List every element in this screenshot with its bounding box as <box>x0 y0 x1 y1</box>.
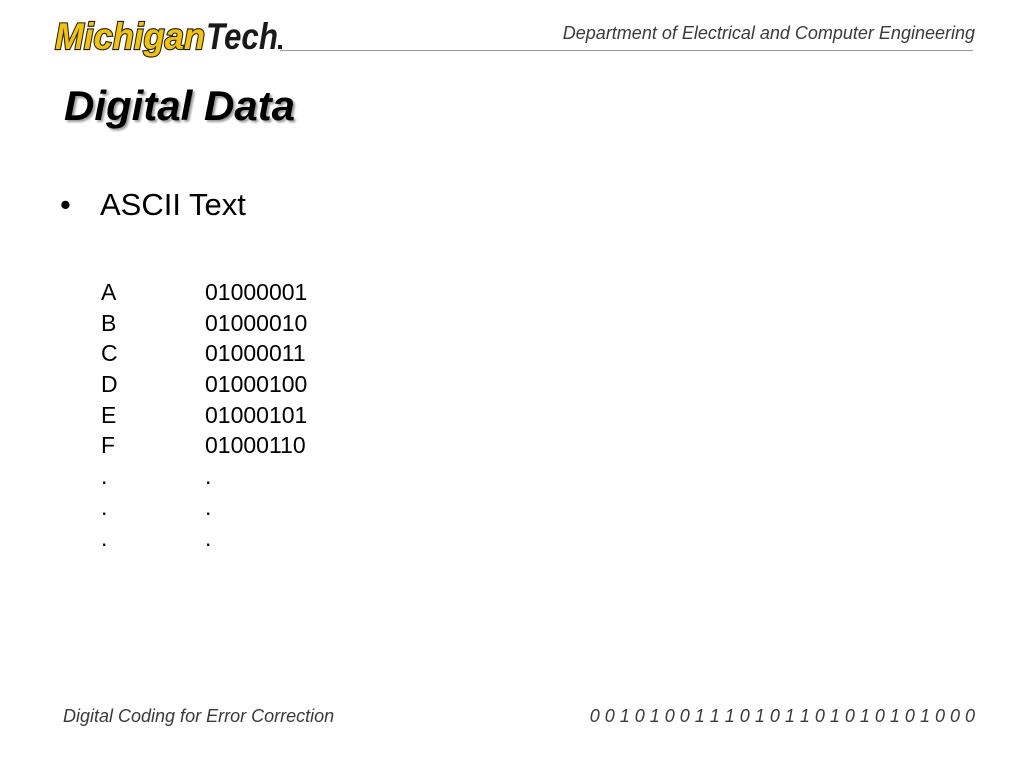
footer-binary-string: 0 0 1 0 1 0 0 1 1 1 0 1 0 1 1 0 1 0 1 0 1 0 1 0 0 0 <box>589 706 975 726</box>
footer-course-title: Digital Coding for Error Correction <box>63 706 335 726</box>
ascii-code: . <box>205 524 212 551</box>
logo-wordmark-icon <box>52 14 284 60</box>
ascii-row <box>101 492 307 523</box>
slide-title: Digital Data <box>64 82 296 129</box>
ascii-char: . <box>101 463 108 490</box>
ascii-row <box>101 308 307 339</box>
ascii-char: D <box>101 371 118 398</box>
ascii-code: 01000010 <box>205 309 308 336</box>
ascii-row <box>101 430 307 461</box>
ascii-code: 01000011 <box>205 340 306 367</box>
svg-text:Michigan: Michigan <box>55 16 205 57</box>
ascii-code: . <box>205 463 212 490</box>
ascii-row <box>101 400 307 431</box>
ascii-code: 01000001 <box>205 279 308 305</box>
ascii-table <box>101 277 307 553</box>
ascii-row <box>101 338 307 369</box>
ascii-char: F <box>101 432 116 459</box>
ascii-row <box>101 523 307 554</box>
bullet-item <box>60 187 246 223</box>
header-divider <box>280 50 973 51</box>
ascii-code: 01000101 <box>205 401 308 428</box>
ascii-code: 01000100 <box>205 371 308 398</box>
ascii-char: A <box>101 279 117 305</box>
bullet-text: ASCII Text <box>100 187 246 222</box>
michigan-tech-logo <box>52 14 284 60</box>
ascii-row <box>101 369 307 400</box>
ascii-row <box>101 277 307 308</box>
ascii-char: . <box>101 524 108 551</box>
ascii-char: . <box>101 493 108 520</box>
ascii-code: . <box>205 493 212 520</box>
department-name: Department of Electrical and Computer Engineering <box>562 23 975 43</box>
ascii-char: B <box>101 309 117 336</box>
ascii-row <box>101 461 307 492</box>
ascii-char: C <box>101 340 118 367</box>
svg-text:Tech: Tech <box>206 16 278 57</box>
bullet-symbol: • <box>60 187 71 222</box>
ascii-code: 01000110 <box>205 432 306 459</box>
ascii-char: E <box>101 401 117 428</box>
